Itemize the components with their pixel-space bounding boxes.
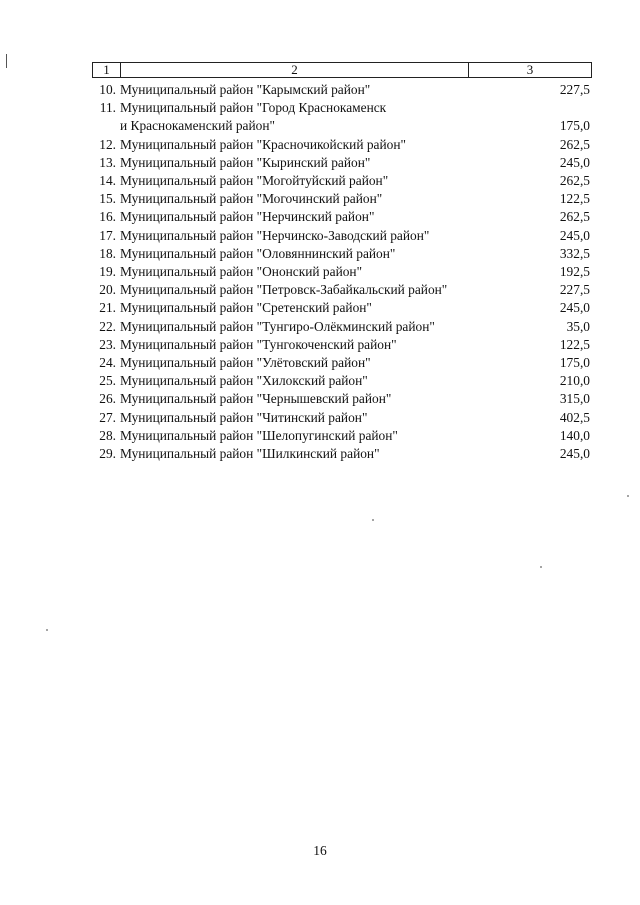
district-name xyxy=(120,172,480,190)
table-row xyxy=(92,427,592,445)
amount-value: 245,0 xyxy=(559,446,590,462)
district-name-line: Муниципальный район "Могочинский район" xyxy=(120,191,383,207)
district-name xyxy=(120,390,480,408)
amount-value: 245,0 xyxy=(559,227,590,243)
table-row xyxy=(92,263,592,281)
district-name xyxy=(120,190,480,208)
table-row xyxy=(92,318,592,336)
table-row xyxy=(92,409,592,427)
row-number: 14. xyxy=(99,173,116,189)
amount-value: 332,5 xyxy=(559,245,590,261)
district-name xyxy=(120,354,480,372)
amount-value: 175,0 xyxy=(559,355,590,371)
amount-value: 35,0 xyxy=(566,318,590,334)
row-number: 16. xyxy=(99,209,116,225)
table-row xyxy=(92,99,592,135)
table-row xyxy=(92,227,592,245)
district-name-line: Муниципальный район "Ононский район" xyxy=(120,264,363,280)
table-row xyxy=(92,208,592,226)
district-name-line: Муниципальный район "Нерчинско-Заводский район" xyxy=(120,227,430,243)
district-name-line: Муниципальный район "Сретенский район" xyxy=(120,300,372,316)
district-name-line: Муниципальный район "Шелопугинский район" xyxy=(120,427,398,443)
amount-value: 262,5 xyxy=(559,173,590,189)
table-row xyxy=(92,190,592,208)
table-row xyxy=(92,354,592,372)
district-name xyxy=(120,427,480,445)
scan-speck xyxy=(540,566,542,568)
table-row xyxy=(92,372,592,390)
district-name xyxy=(120,81,480,99)
row-number: 26. xyxy=(99,391,116,407)
table-row xyxy=(92,281,592,299)
district-name-line: Муниципальный район "Город Краснокаменск xyxy=(120,100,387,116)
amount-value: 140,0 xyxy=(559,427,590,443)
amount-value: 402,5 xyxy=(559,409,590,425)
table-row xyxy=(92,299,592,317)
header-col-3: 3 xyxy=(526,62,534,77)
table-header-row xyxy=(92,62,592,78)
district-name xyxy=(120,99,480,135)
row-number: 23. xyxy=(99,336,116,352)
amount-value: 262,5 xyxy=(559,209,590,225)
row-number: 15. xyxy=(99,191,116,207)
table-row xyxy=(92,136,592,154)
table-row xyxy=(92,172,592,190)
row-number: 27. xyxy=(99,409,116,425)
district-name xyxy=(120,445,480,463)
district-name xyxy=(120,336,480,354)
district-name xyxy=(120,281,480,299)
row-number: 10. xyxy=(99,82,116,97)
table-row xyxy=(92,445,592,463)
page-number: 16 xyxy=(313,843,327,858)
district-name-line: Муниципальный район "Шилкинский район" xyxy=(120,446,380,462)
scan-speck xyxy=(627,495,629,497)
district-name xyxy=(120,136,480,154)
scan-edge-mark xyxy=(6,54,7,68)
district-name-line: Муниципальный район "Нерчинский район" xyxy=(120,209,375,225)
row-number: 29. xyxy=(99,446,116,462)
table-row xyxy=(92,336,592,354)
district-name-line: и Краснокаменский район" xyxy=(120,118,275,134)
district-name-line: Муниципальный район "Оловяннинский район" xyxy=(120,245,396,261)
district-name-line: Муниципальный район "Красночикойский район" xyxy=(120,136,406,152)
table-row xyxy=(92,154,592,172)
district-name xyxy=(120,263,480,281)
table-row xyxy=(92,245,592,263)
row-number: 11. xyxy=(99,100,116,116)
row-number: 19. xyxy=(99,264,116,280)
row-number: 20. xyxy=(99,282,116,298)
table-body xyxy=(92,81,592,463)
district-name-line: Муниципальный район "Читинский район" xyxy=(120,409,368,425)
amount-value: 315,0 xyxy=(559,391,590,407)
row-number: 12. xyxy=(99,136,116,152)
amount-value: 210,0 xyxy=(559,373,590,389)
district-name-line: Муниципальный район "Тунгиро-Олёкминский район" xyxy=(120,318,435,334)
district-name xyxy=(120,154,480,172)
row-number: 17. xyxy=(99,227,116,243)
table-row xyxy=(92,81,592,99)
district-name xyxy=(120,318,480,336)
amount-value: 227,5 xyxy=(559,82,590,97)
district-name-line: Муниципальный район "Улётовский район" xyxy=(120,355,371,371)
row-number: 24. xyxy=(99,355,116,371)
row-number: 25. xyxy=(99,373,116,389)
district-name-line: Муниципальный район "Карымский район" xyxy=(120,82,371,97)
district-name xyxy=(120,299,480,317)
row-number: 13. xyxy=(99,154,116,170)
header-col-2: 2 xyxy=(121,63,469,77)
district-name xyxy=(120,208,480,226)
district-name-line: Муниципальный район "Тунгокоченский район" xyxy=(120,336,397,352)
amount-value: 245,0 xyxy=(559,300,590,316)
row-number: 28. xyxy=(99,427,116,443)
row-number: 21. xyxy=(99,300,116,316)
scan-speck xyxy=(46,629,48,631)
district-name-line: Муниципальный район "Могойтуйский район" xyxy=(120,173,389,189)
district-name xyxy=(120,227,480,245)
amount-value: 122,5 xyxy=(559,336,590,352)
table-row xyxy=(92,390,592,408)
district-name-line: Муниципальный район "Хилокский район" xyxy=(120,373,368,389)
header-col-1: 1 xyxy=(93,63,121,77)
amount-value: 192,5 xyxy=(559,264,590,280)
amount-value: 262,5 xyxy=(559,136,590,152)
amount-value: 175,0 xyxy=(559,118,590,134)
row-number: 22. xyxy=(99,318,116,334)
district-name-line: Муниципальный район "Петровск-Забайкальский район" xyxy=(120,282,448,298)
amount-value: 227,5 xyxy=(559,282,590,298)
district-name xyxy=(120,372,480,390)
row-number: 18. xyxy=(99,245,116,261)
district-name-line: Муниципальный район "Кыринский район" xyxy=(120,154,371,170)
scan-speck xyxy=(372,519,374,521)
district-name xyxy=(120,409,480,427)
district-name-line: Муниципальный район "Чернышевский район" xyxy=(120,391,392,407)
amount-value: 122,5 xyxy=(559,191,590,207)
district-name xyxy=(120,245,480,263)
amount-value: 245,0 xyxy=(559,154,590,170)
